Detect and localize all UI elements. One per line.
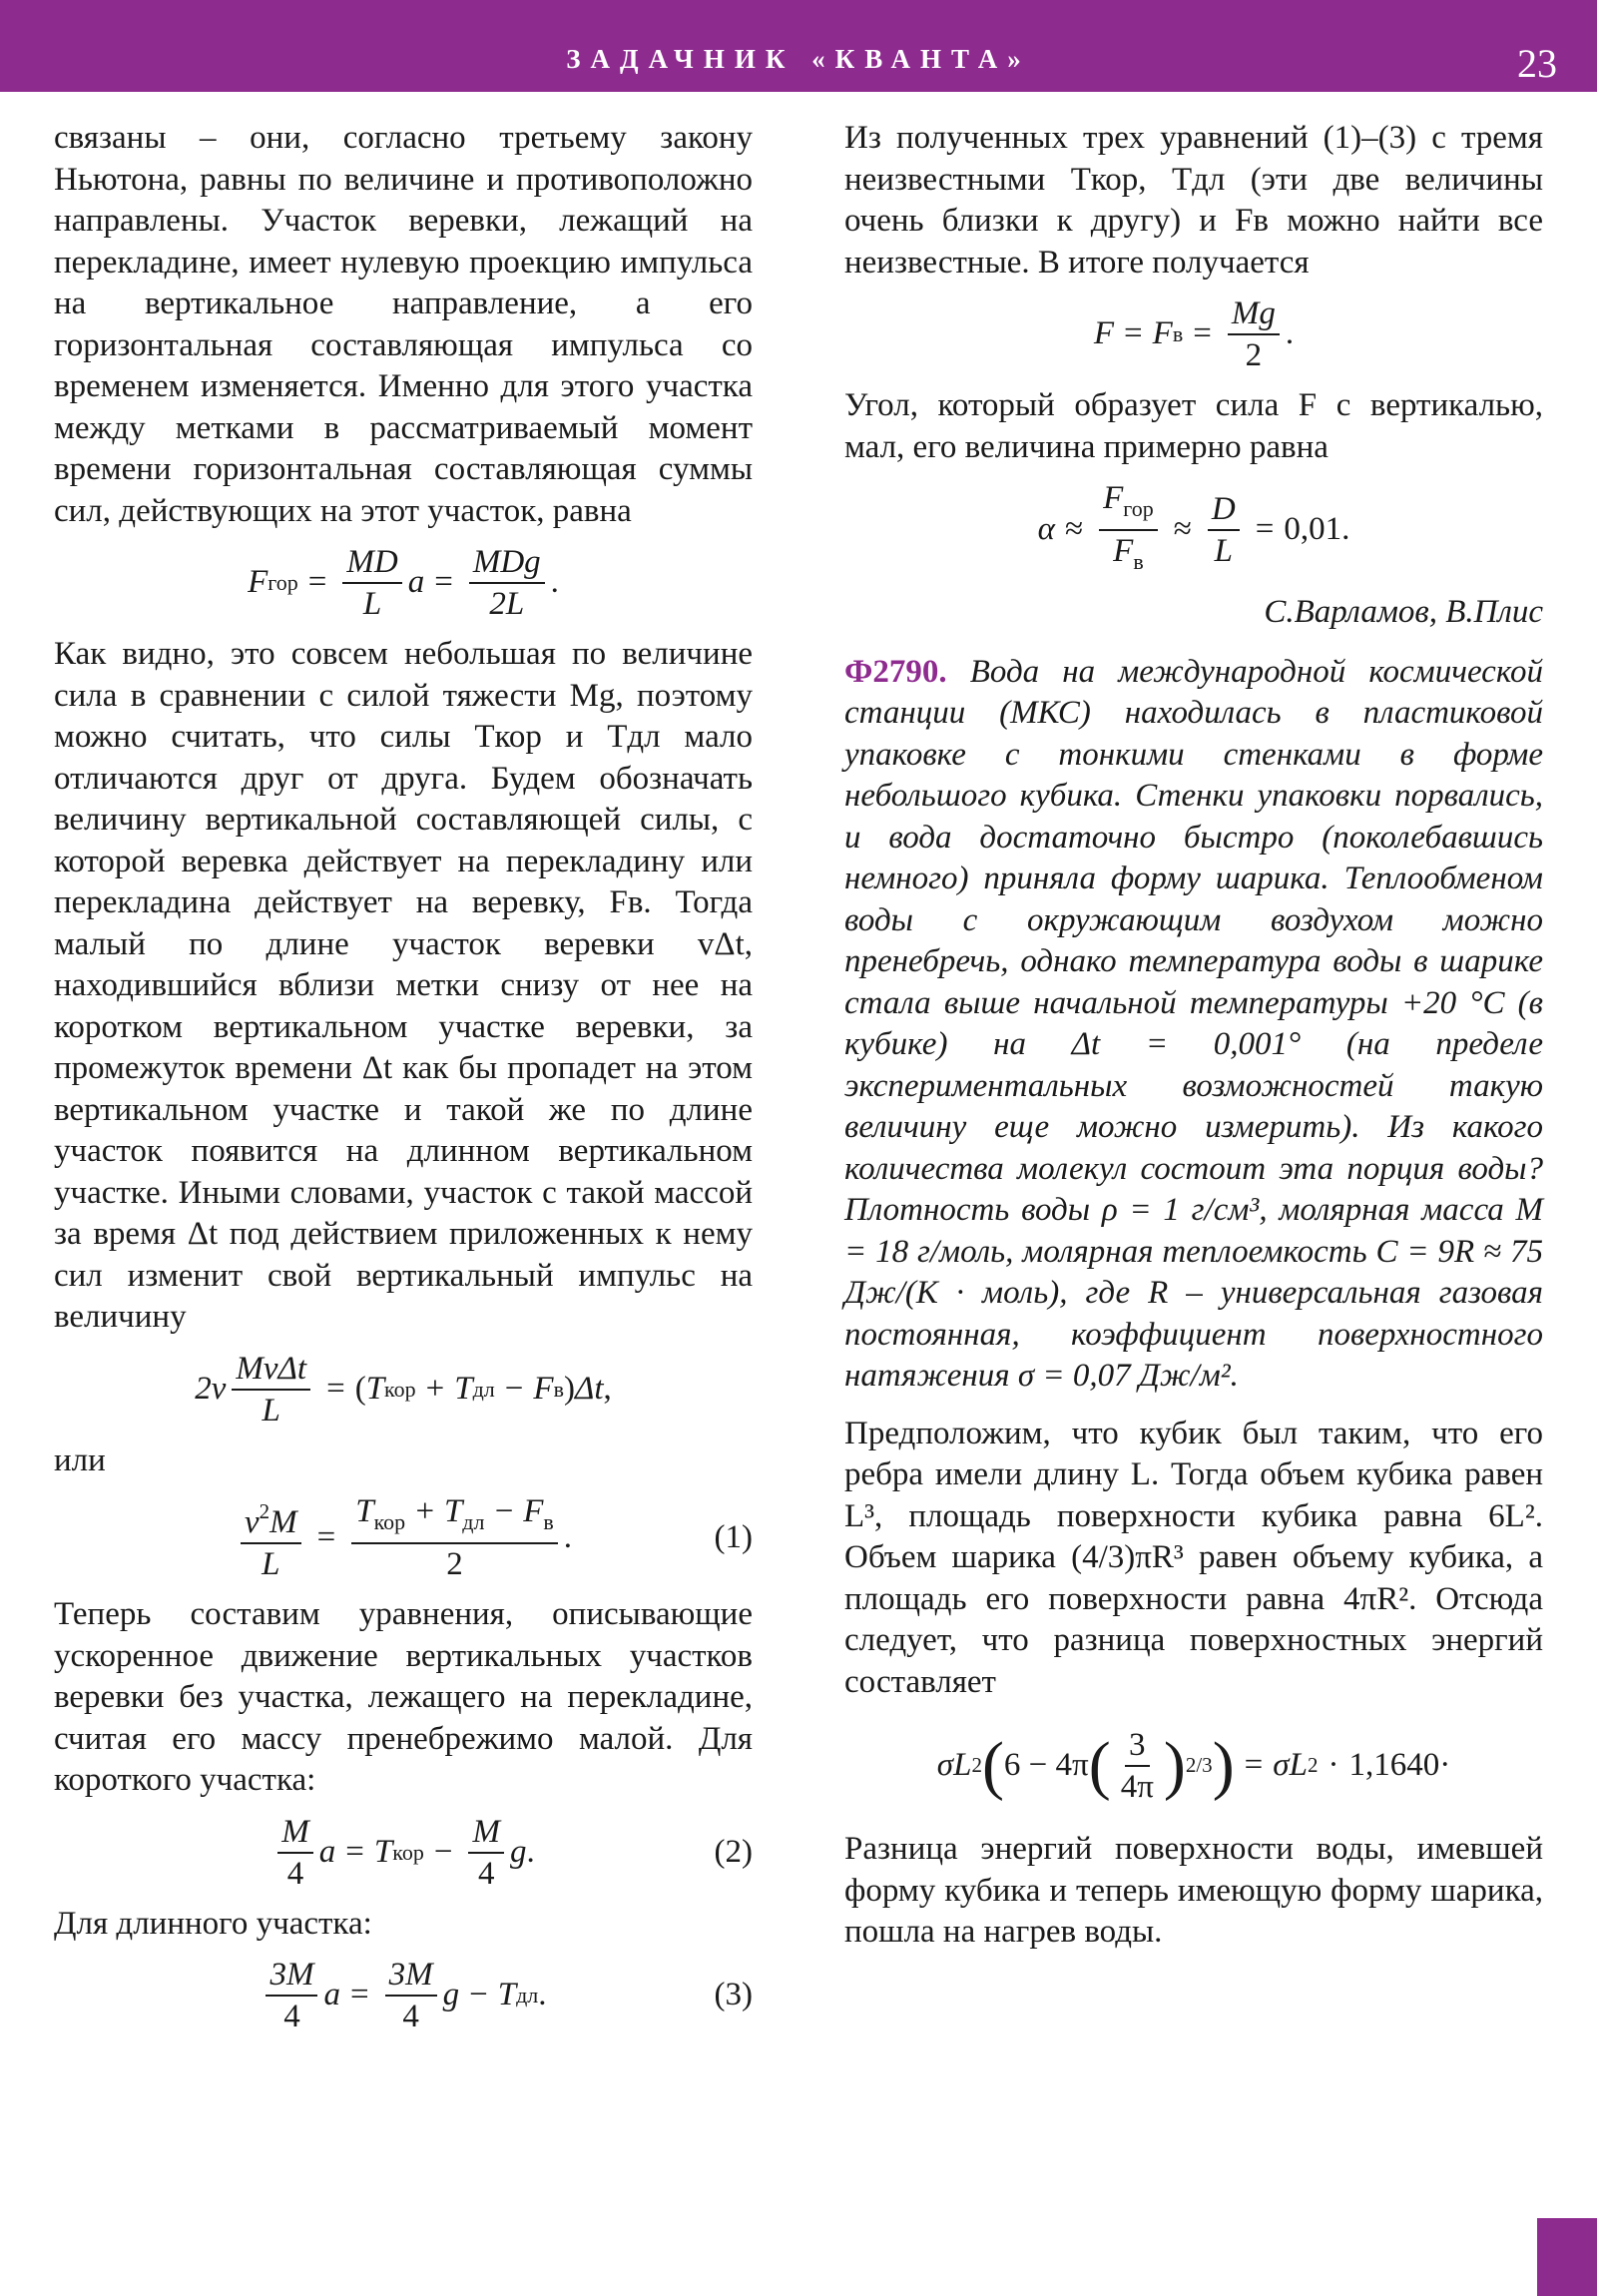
paragraph: Как видно, это совсем небольшая по величине сила в сравнении с силой тяжести Mg, поэтому можно считать, что силы Tкор и Tдл мало отличаются друг от друга. Будем обозначать величину вертикальной составляющей силы, с которой веревка действует на перекладину или перекладина действует на веревку, Fв. Тогда малый по длине участок веревки vΔt, находившийся вблизи метки снизу от нее на коротком вертикальном участке веревки, за промежуток времени Δt как бы пропадет на этом вертикальном участке и такой же по длине участок появится на длинном вертикальном участке. Иными словами, участок с такой массой за время Δt под действием приложенных к нему сил изменит свой вертикальный импульс на величину (54, 636, 753, 1335)
equation-number: (1) (714, 1518, 753, 1555)
paragraph: связаны – они, согласно третьему закону Ньютона, равны по величине и противоположно направлены. Участок веревки, лежащий на перекладине, имеет нулевую проекцию импульса на вертикальное направление, а его горизонтальная составляющая импульса со временем изменяется. Именно для этого участка между метками в рассматриваемый момент времени горизонтальная составляющая суммы сил, действующих на этот участок, равна (54, 120, 753, 529)
equation-number: (2) (714, 1833, 753, 1870)
angle-value: 0,01 (1284, 511, 1342, 548)
right-column (844, 118, 1543, 1954)
paragraph: Теперь составим уравнения, описывающие ускоренное движение вертикальных участков веревки без участка, лежащего на перекладине, считая его массу пренебрежимо малой. Для короткого участка: (54, 1596, 753, 1798)
problem-number: Ф2790. (844, 653, 947, 690)
formula-eq2: $\frac{M}{4}$ a = T кор − $\frac{M}{4}$ g . (2) (54, 1812, 753, 1894)
formula-eq3: $\frac{3M}{4}$ a = $\frac{3M}{4}$ g − T дл . (3) (54, 1955, 753, 2036)
left-column (54, 118, 753, 2046)
equation-number: (3) (714, 1977, 753, 2013)
section-title: ЗАДАЧНИК «КВАНТА» (566, 44, 1031, 74)
formula-eq1: $\frac{v^2M}{L}$ = $\frac{T_{кор} + T_{дл} - F_в}{2}$ . (1) (54, 1491, 753, 1584)
formula-momentum: 2v $\frac{\text{MvΔt}}{L}$ = ( T кор + T дл − F в ) Δt , (195, 1350, 612, 1429)
page-number: 23 (1517, 41, 1557, 86)
page-header (0, 0, 1597, 92)
formula-f-hor: F гор = $\frac{MD}{L}$ a = $\frac{\text{MDg}}{2L}$ . (248, 544, 559, 622)
problem-text: Вода на международной космической станции (МКС) находилась в пластиковой упаковке с тонкими стенками в форме небольшого кубика. Стенки упаковки порвались, и вода достаточно быстро (поколебавшись немного) приняла форму шарика. Теплообменом воды с окружающим воздухом можно пренебречь, однако температура воды в шарике стала выше начальной температуры +20 °С (в кубике) на Δt = 0,001° (на пределе экспериментальных возможностей такую величину еще можно измерить). Из какого количества молекул состоит эта порция воды? Плотность воды ρ = 1 г/см³, молярная масса M = 18 г/моль, молярная теплоемкость C = 9R ≈ 75 Дж/(К · моль), где R – универсальная газовая постоянная, коэффициент поверхностного натяжения σ = 0,07 Дж/м². (844, 653, 1544, 1394)
word-or: или (54, 1441, 106, 1478)
formula-surface-energy: σL 2 ( 6 − 4π ( $\frac{3}{4\pi}$ ) 2/3 ) = σL 2 · 1,1640 · (936, 1727, 1451, 1805)
paragraph: Разница энергий поверхности воды, имевшей форму кубика и теперь имеющую форму шарика, пошла на нагрев воды. (844, 1831, 1543, 1950)
paragraph: Угол, который образует сила F с вертикалью, мал, его величина примерно равна (844, 387, 1543, 465)
formula-result-force: F = F в = $\frac{Mg}{2}$ . (1093, 295, 1295, 373)
formula-angle: α ≈ $\frac{F_{гор}}{F_в}$ ≈ $\frac{D}{L}$ = 0,01 . (1037, 480, 1350, 574)
paragraph: Предположим, что кубик был таким, что его ребра имели длину L. Тогда объем кубика равен L³, площадь поверхности кубика равна 6L². Объем шарика (4/3)πR³ равен объему кубика, а площадь его поверхности равна 4πR². Отсюда следует, что разница поверхностных энергий составляет (844, 1415, 1543, 1700)
author-signature: С.Варламов, В.Плис (1264, 594, 1543, 630)
paragraph: Для длинного участка: (54, 1905, 372, 1942)
paragraph: Из полученных трех уравнений (1)–(3) с тремя неизвестными Tкор, Tдл (эти две величины очень близки к другу) и Fв можно найти все неизвестные. В итоге получается (844, 120, 1543, 281)
problem-statement (844, 652, 1543, 1398)
coefficient-value: 1,1640 (1348, 1747, 1440, 1784)
page-corner-tab (1537, 2218, 1597, 2296)
